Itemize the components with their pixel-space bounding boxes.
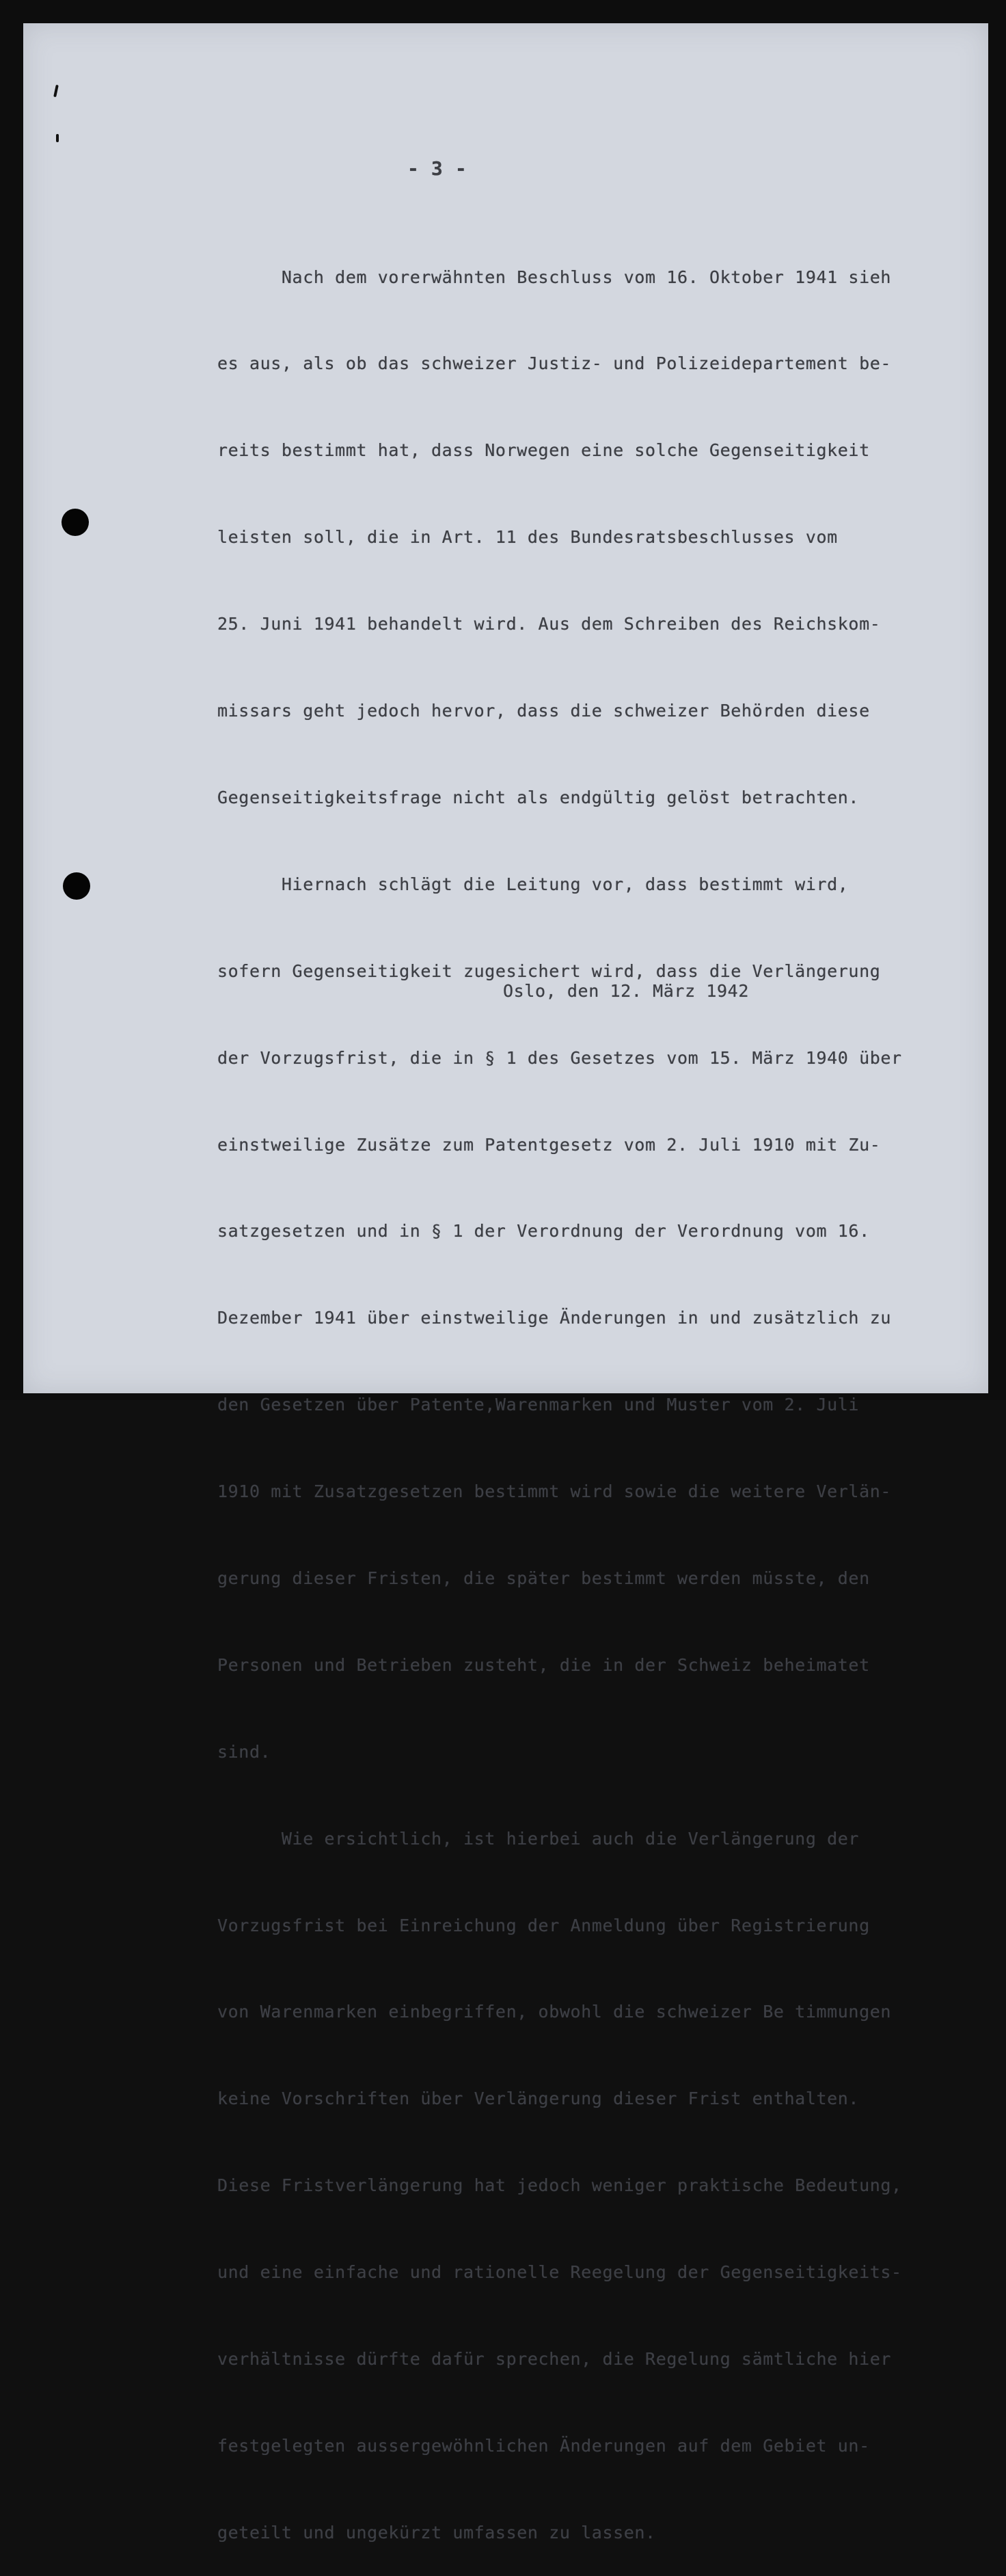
text-line: Wie ersichtlich, ist hierbei auch die Verlängerung der <box>217 1828 860 1849</box>
text-line: Nach dem vorerwähnten Beschluss vom 16. Oktober 1941 sieh <box>217 267 892 287</box>
text-line: Hiernach schlägt die Leitung vor, dass bestimmt wird, <box>217 874 849 894</box>
text-line: Vorzugsfrist bei Einreichung der Anmeldung über Registrierung <box>217 1915 870 1935</box>
text-line: 1910 mit Zusatzgesetzen bestimmt wird sowie die weitere Verlän- <box>217 1481 892 1502</box>
text-line: keine Vorschriften über Verlängerung dieser Frist enthalten. <box>217 2089 860 2109</box>
punch-hole <box>62 509 89 536</box>
text-line: 25. Juni 1941 behandelt wird. Aus dem Schreiben des Reichskom- <box>217 614 881 634</box>
text-line: verhältnisse dürfte dafür sprechen, die Regelung sämtliche hier <box>217 2348 892 2369</box>
text-line: geteilt und ungekürzt umfassen zu lassen. <box>217 2522 656 2543</box>
text-line: Diese Fristverlängerung hat jedoch weniger praktische Bedeutung, <box>217 2175 902 2196</box>
text-line: reits bestimmt hat, dass Norwegen eine solche Gegenseitigkeit <box>217 440 870 461</box>
text-line: sind. <box>217 1741 271 1762</box>
text-line: leisten soll, die in Art. 11 des Bundesratsbeschlusses vom <box>217 527 838 548</box>
text-line: und eine einfache und rationelle Reegelung der Gegenseitigkeits- <box>217 2262 902 2283</box>
text-line: missars geht jedoch hervor, dass die schweizer Behörden diese <box>217 701 870 721</box>
signoff-place-date: Oslo, den 12. März 1942 <box>503 981 749 1001</box>
text-line: es aus, als ob das schweizer Justiz- und Polizeidepartement be- <box>217 353 892 374</box>
text-line: festgelegten aussergewöhnlichen Änderungen auf dem Gebiet un- <box>217 2435 870 2456</box>
text-line: satzgesetzen und in § 1 der Verordnung der Verordnung vom 16. <box>217 1221 870 1242</box>
text-line: den Gesetzen über Patente,Warenmarken und Muster vom 2. Juli <box>217 1395 860 1415</box>
text-line: der Vorzugsfrist, die in § 1 des Gesetzes vom 15. März 1940 über <box>217 1047 902 1068</box>
page-number: - 3 - <box>407 157 467 180</box>
punch-hole <box>63 872 90 900</box>
text-line: Dezember 1941 über einstweilige Änderungen in und zusätzlich zu <box>217 1308 892 1328</box>
text-line: einstweilige Zusätze zum Patentgesetz vom 2. Juli 1910 mit Zu- <box>217 1134 881 1155</box>
document-body <box>217 205 902 2576</box>
text-line: Personen und Betrieben zusteht, die in der Schweiz beheimatet <box>217 1654 870 1675</box>
text-line: von Warenmarken einbegriffen, obwohl die schweizer Be timmungen <box>217 2002 892 2022</box>
text-line: sofern Gegenseitigkeit zugesichert wird, dass die Verlängerung <box>217 961 881 981</box>
text-line: Gegenseitigkeitsfrage nicht als endgültig gelöst betrachten. <box>217 787 860 807</box>
text-line: gerung dieser Fristen, die später bestimmt werden müsste, den <box>217 1568 870 1588</box>
edge-mark <box>56 134 59 142</box>
